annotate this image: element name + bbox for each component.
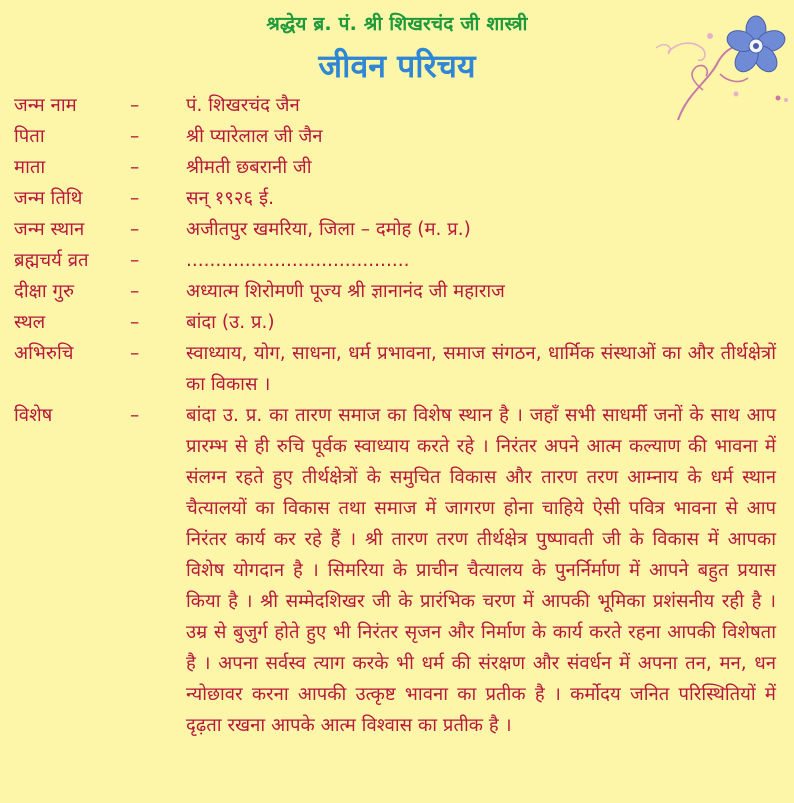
list-item [14, 338, 784, 400]
row-label: जन्म नाम [14, 95, 77, 116]
list-item [14, 90, 784, 121]
row-value: श्री प्यारेलाल जी जैन [186, 126, 323, 147]
list-item [14, 152, 784, 183]
list-item [14, 276, 784, 307]
info-list [14, 90, 784, 741]
list-item [14, 183, 784, 214]
row-label: जन्म तिथि [14, 188, 83, 209]
row-separator: – [130, 126, 140, 147]
row-separator: – [130, 405, 140, 426]
row-value: अध्यात्म शिरोमणी पूज्य श्री ज्ञानानंद जी महाराज [186, 281, 505, 302]
row-label: माता [14, 157, 46, 178]
row-label: ब्रह्मचर्य व्रत [14, 250, 89, 271]
row-label: अभिरुचि [14, 343, 74, 364]
row-value: पं. शिखरचंद जैन [186, 95, 300, 116]
row-separator: – [130, 343, 140, 364]
row-separator: – [130, 188, 140, 209]
row-value: सन् १९२६ ई. [186, 188, 274, 209]
row-separator: – [130, 312, 140, 333]
row-separator: – [130, 157, 140, 178]
row-value: ...................................... [186, 250, 410, 271]
row-separator: – [130, 250, 140, 271]
subtitle: श्रद्धेय ब्र. पं. श्री शिखरचंद जी शास्त्री [266, 13, 528, 35]
list-item [14, 245, 784, 276]
row-value: स्वाध्याय, योग, साधना, धर्म प्रभावना, समाज संगठन, धार्मिक संस्थाओं का और तीर्थक्षेत्रों का विकास । [186, 343, 776, 395]
list-item [14, 214, 784, 245]
page-title: जीवन परिचय [318, 47, 476, 85]
list-item [14, 121, 784, 152]
row-value: बांदा (उ. प्र.) [186, 312, 275, 333]
row-separator: – [130, 95, 140, 116]
row-label: विशेष [14, 405, 53, 426]
row-value: बांदा उ. प्र. का तारण समाज का विशेष स्थान है । जहाँ सभी साधर्मी जनों के साथ आप प्रारम्भ से ही रुचि पूर्वक स्वाध्याय करते रहे । निरंतर अपने आत्म कल्याण की भावना में संलग्न रहते हुए तीर्थक्षेत्रों के समुचित विकास और तारण तरण आम्नाय के धर्म स्थान चैत्यालयों का विकास तथा समाज में जागरण होना चाहिये ऐसी पवित्र भावना से आप निरंतर कार्य कर रहे हैं । श्री तारण तरण तीर्थक्षेत्र पुष्पावती जी के विकास में आपका विशेष योगदान है । सिमरिया के प्राचीन चैत्यालय के पुनर्निर्माण में आपने बहुत प्रयास किया है । श्री सम्मेदशिखर जी के प्रारंभिक चरण में आपकी भूमिका प्रशंसनीय रही है । उम्र से बुजुर्ग होते हुए भी निरंतर सृजन और निर्माण के कार्य करते रहना आपकी विशेषता है । अपना सर्वस्व त्याग करके भी धर्म की संरक्षण और संवर्धन में अपना तन, मन, धन न्योछावर करना आपकी उत्कृष्ट भावना का प्रतीक है । कर्मोदय जनित परिस्थितियों में दृढ़ता रखना आपके आत्म विश्वास का प्रतीक है । [186, 405, 776, 736]
row-label: स्थल [14, 312, 46, 333]
row-separator: – [130, 281, 140, 302]
row-separator: – [130, 219, 140, 240]
row-label: पिता [14, 126, 45, 147]
list-item [14, 400, 784, 741]
row-value: श्रीमती छबरानी जी [186, 157, 312, 178]
row-label: जन्म स्थान [14, 219, 85, 240]
row-value: अजीतपुर खमरिया, जिला – दमोह (म. प्र.) [186, 219, 471, 240]
list-item [14, 307, 784, 338]
row-label: दीक्षा गुरु [14, 281, 75, 302]
